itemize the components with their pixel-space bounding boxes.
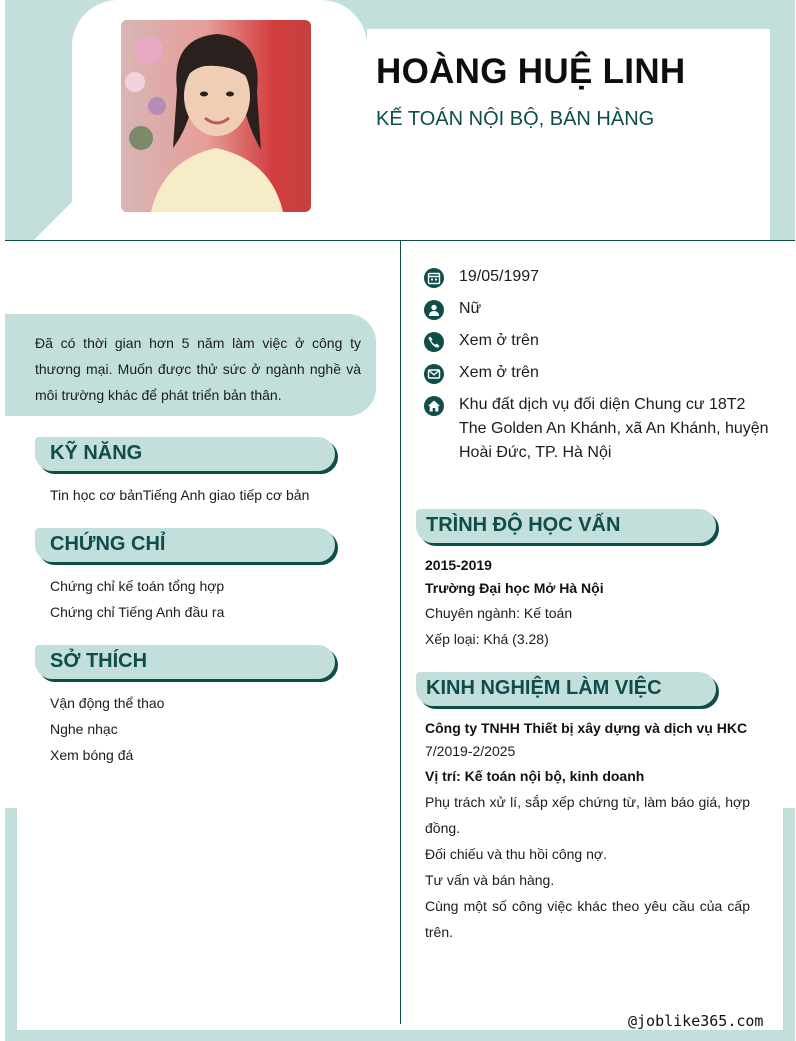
hobby-item: Vận động thể thao — [50, 695, 165, 711]
hobbies-heading: SỞ THÍCH — [50, 650, 148, 672]
mail-icon — [424, 364, 444, 384]
skills-heading: KỸ NĂNG — [50, 442, 143, 464]
profile-photo — [121, 20, 311, 212]
calendar-icon — [424, 268, 444, 288]
email-value: Xem ở trên — [459, 364, 539, 381]
experience-heading: KINH NGHIỆM LÀM VIỆC — [426, 677, 662, 699]
experience-duty: Cùng một số công việc khác theo yêu cầu của cấp trên. — [425, 898, 750, 940]
skill-item: Tin học cơ bảnTiếng Anh giao tiếp cơ bản — [50, 487, 310, 503]
experience-company: Công ty TNHH Thiết bị xây dựng và dịch vụ HKC — [425, 720, 748, 736]
education-heading: TRÌNH ĐỘ HỌC VẤN — [426, 514, 621, 536]
experience-heading-bar — [416, 672, 716, 706]
hobbies-heading-bar — [35, 645, 335, 679]
home-icon — [424, 396, 444, 416]
certificate-item: Chứng chỉ kế toán tổng hợp — [50, 578, 225, 594]
address-line: Khu đất dịch vụ đối diện Chung cư 18T2 — [459, 396, 746, 413]
photo-card-corner — [34, 198, 76, 240]
education-school: Trường Đại học Mở Hà Nội — [425, 580, 604, 596]
address-line: Hoài Đức, TP. Hà Nội — [459, 444, 612, 461]
experience-period: 7/2019-2/2025 — [425, 743, 516, 759]
phone-value: Xem ở trên — [459, 332, 539, 349]
frame-left — [5, 808, 17, 1041]
hobby-item: Nghe nhạc — [50, 721, 118, 737]
frame-right — [783, 808, 795, 1041]
education-grade: Xếp loại: Khá (3.28) — [425, 631, 549, 647]
experience-duty: Tư vấn và bán hàng. — [425, 872, 555, 888]
address-line: The Golden An Khánh, xã An Khánh, huyện — [459, 420, 769, 437]
footer-brand: @joblike365.com — [628, 1012, 764, 1030]
skills-heading-bar — [35, 437, 335, 471]
phone-icon — [424, 332, 444, 352]
education-heading-bar — [416, 509, 716, 543]
experience-duty: Phụ trách xử lí, sắp xếp chứng từ, làm báo giá, hợp đồng. — [425, 794, 750, 836]
frame-bottom — [5, 1030, 795, 1041]
hobby-item: Xem bóng đá — [50, 747, 134, 763]
job-title: KẾ TOÁN NỘI BỘ, BÁN HÀNG — [376, 108, 655, 130]
experience-position: Vị trí: Kế toán nội bộ, kinh doanh — [425, 768, 645, 784]
gender-value: Nữ — [459, 300, 482, 317]
birthday-value: 19/05/1997 — [459, 268, 540, 285]
certificate-item: Chứng chỉ Tiếng Anh đầu ra — [50, 604, 225, 620]
full-name: HOÀNG HUỆ LINH — [376, 52, 686, 91]
column-divider — [400, 241, 401, 1024]
career-summary: Đã có thời gian hơn 5 năm làm việc ở công ty thương mại. Muốn được thử sức ở ngành nghề và môi trường khác để phát triển bản thân. — [35, 335, 361, 403]
certificates-heading: CHỨNG CHỈ — [50, 533, 166, 555]
user-icon — [424, 300, 444, 320]
certificates-heading-bar — [35, 528, 335, 562]
education-period: 2015-2019 — [425, 557, 492, 573]
experience-duty: Đối chiếu và thu hồi công nợ. — [425, 846, 607, 862]
education-major: Chuyên ngành: Kế toán — [425, 605, 573, 621]
